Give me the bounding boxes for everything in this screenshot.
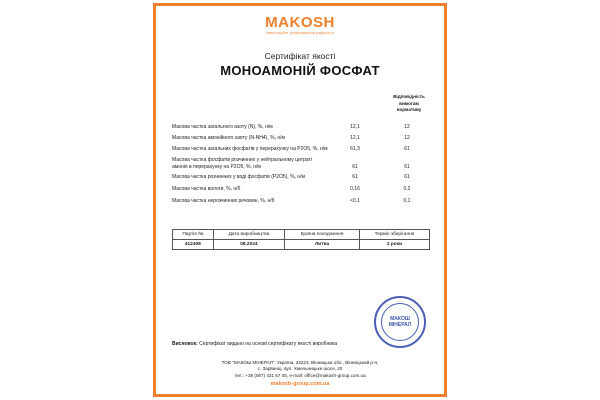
property-label: Масова частка вологи, %, н/б (172, 186, 241, 192)
footer-address-line: с. Зарванці, вул. Хмельницьке шосе, 20 (257, 366, 343, 372)
footer-contact-line: тел.: +38 (067) 431 57 05, e-mail: office@makosh-group.com.ua (234, 372, 366, 378)
stamp-line: МАКОШ (390, 316, 410, 322)
conclusion-label: Висновок: (172, 341, 198, 347)
property-value: 61 (352, 164, 358, 170)
table-cell: 2 роки (359, 240, 429, 250)
property-label: Масова частка розчинних у воді фосфатів (P2O5), %, н/м (172, 174, 305, 180)
property-norm: 12 (404, 124, 410, 130)
requirement-header-line: нормативу (396, 107, 422, 112)
batch-info-table (172, 229, 430, 250)
property-label: Масова частка амонійного азоту (N-NH4), %, н/м (172, 135, 285, 141)
property-label: Масова частка нерозчинних речовин, %, н/б (172, 198, 275, 204)
table-cell: 08.2024 (213, 240, 284, 250)
certificate-title: Сертифікат якості (264, 51, 336, 61)
property-label-line: амонія в перерахунку на P2O5, %, н/м (172, 164, 261, 170)
property-norm: 61 (404, 146, 410, 152)
conclusion (172, 341, 432, 347)
requirement-header-line: вимогам (399, 100, 419, 106)
table-header-cell: Партія № (173, 230, 214, 240)
certificate-page (153, 3, 447, 397)
stamp-line: МІНЕРАЛ (388, 322, 412, 328)
conclusion-text: Сертифікат видано на основі сертифікату якості виробника (199, 341, 338, 347)
property-value: 61 (352, 174, 358, 180)
table-cell: Литва (285, 240, 360, 250)
table-cell: 412408 (173, 240, 214, 250)
property-norm: 0,1 (403, 198, 411, 204)
company-footer (156, 360, 444, 388)
requirement-header-line: Відповідність (393, 94, 425, 99)
property-value: 0,16 (350, 186, 360, 192)
footer-address-line: ТОВ "МАКОШ МІНЕРАЛ", Україна, 23223, Вінницька обл., Вінницький р-н, (221, 360, 379, 365)
property-label-line: Масова частка фосфатів розчинних у нейтральному цитраті (172, 157, 312, 163)
stamp-text (376, 316, 424, 328)
property-norm: 61 (404, 174, 410, 180)
property-norm: 12 (404, 135, 410, 141)
property-norm: 61 (404, 164, 410, 170)
logo-wordmark: MAKOSH (265, 14, 335, 31)
property-value: 61,3 (350, 146, 360, 152)
property-label: Масова частка загального азоту (N), %, н/м (172, 124, 273, 130)
table-header-cell: Дата виробництва (213, 230, 284, 240)
requirement-header (384, 94, 434, 114)
table-header-row (173, 230, 430, 240)
table-row (173, 240, 430, 250)
footer-website-link[interactable]: makosh-group.com.ua (270, 381, 330, 388)
property-value: 12,1 (350, 135, 360, 141)
property-value: 12,1 (350, 124, 360, 130)
table-header-cell: Країна походження (285, 230, 360, 240)
company-logo (156, 14, 444, 35)
property-label: Масова частка загальних фосфатів у перерахунку на P2O5, %, н/м (172, 146, 328, 152)
product-title: МОНОАМОНІЙ ФОСФАТ (220, 63, 380, 78)
property-value: <0,1 (350, 198, 360, 204)
table-header-cell: Термін зберігання (359, 230, 429, 240)
logo-tagline: Інвестиційне фінансування родючості (265, 31, 335, 35)
property-norm: 0,2 (403, 186, 411, 192)
